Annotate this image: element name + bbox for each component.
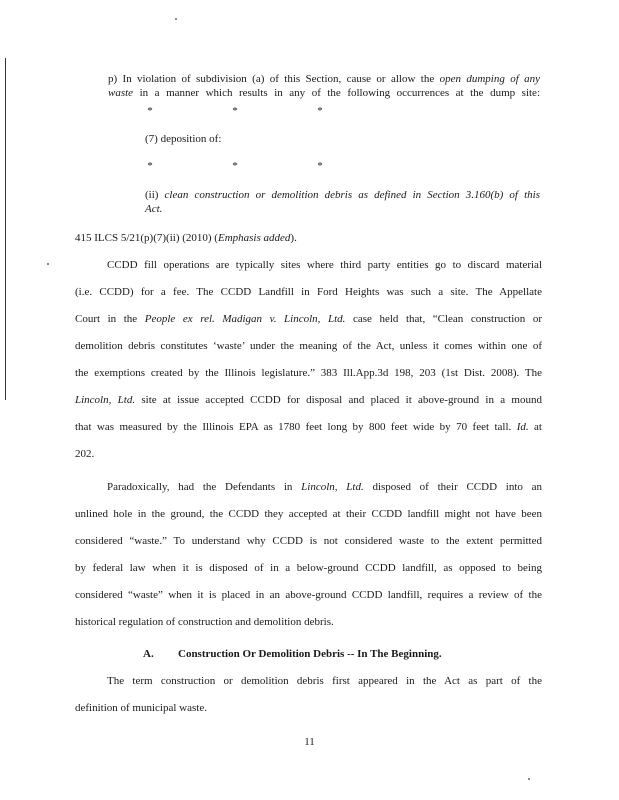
text-line [75,447,542,474]
italic-text: Emphasis added [217,232,291,244]
italic-text: clean construction or demolition debris as defined in Section 3.160(b) of this [164,189,540,201]
text-run: historical regulation of construction and demolition debris. [75,616,334,628]
italic-text: open dumping of any [439,73,540,85]
text-run: 202. [75,448,95,460]
text-line [75,674,542,701]
text-run: (ii) [145,189,165,201]
text-line [75,339,542,366]
text-line [75,366,542,393]
heading-title: Construction Or Demolition Debris -- In The Beginning. [178,648,442,660]
italic-text: People ex rel. Madigan v. Lincoln, Ltd. [144,313,346,325]
star: * [147,160,153,172]
text-run: p) In violation of subdivision (a) of this Section, cause or allow the [108,73,440,85]
text-run: the exemptions created by the Illinois legislature.” 383 Ill.App.3d 198, 203 (1st Dist. 2008). The [75,367,542,379]
text-run: by federal law when it is disposed of in a below-ground CCDD landfill, as opposed to being [75,562,542,574]
star: * [147,105,153,117]
text-line [75,393,542,420]
italic-text: Lincoln, Ltd. [75,394,136,406]
text-run: considered “waste” when it is placed in an above-ground CCDD landfill, requires a review of the [75,589,542,601]
star: * [317,105,323,117]
text-run: in a manner which results in any of the following occurrences at the dump site: [133,87,540,99]
scan-speck [47,263,49,265]
paragraph-3 [75,674,542,728]
heading-letter: A. [143,648,154,660]
subsection-p [108,72,540,100]
page-number: 11 [304,736,315,748]
text-line [75,285,542,312]
text-run: site at issue accepted CCDD for disposal and placed it above-ground in a mound [135,394,542,406]
text-line [75,480,542,507]
text-run: considered “waste.” To understand why CCDD is not considered waste to the extent permitted [75,535,542,547]
text-line [75,507,542,534]
text-run: Paradoxically, had the Defendants in [107,481,302,493]
text-run: Court in the [75,313,145,325]
star: * [317,160,323,172]
italic-text: waste [108,87,134,99]
text-line [145,202,540,216]
text-line [75,701,542,728]
text-line [75,258,542,285]
italic-text: Lincoln, Ltd. [301,481,364,493]
text-run: The term construction or demolition debris first appeared in the Act as part of the [107,675,542,687]
star: * [232,105,238,117]
paragraph-2 [75,480,542,642]
ellipsis-stars-1 [145,104,325,118]
italic-text: Id. [516,421,529,433]
text-line [75,312,542,339]
item-7: (7) deposition of: [145,133,222,145]
text-run: that was measured by the Illinois EPA as 1780 feet long by 800 feet wide by 70 feet tall. [75,421,517,433]
text-line [108,86,540,100]
text-line [75,561,542,588]
italic-text: Act. [145,203,163,215]
text-run: (i.e. CCDD) for a fee. The CCDD Landfill in Ford Heights was such a site. The Appellate [75,286,542,298]
citation [75,231,542,245]
text-line [75,420,542,447]
text-run: case held that, “Clean construction or [345,313,542,325]
text-run: unlined hole in the ground, the CCDD they accepted at their CCDD landfill might not have been [75,508,542,520]
item-ii [145,188,540,216]
text-run: disposed of their CCDD into an [363,481,542,493]
scan-speck [528,778,530,780]
paragraph-1 [75,258,542,474]
section-heading [143,647,563,661]
star: * [232,160,238,172]
scan-speck [175,18,177,20]
text-run: CCDD fill operations are typically sites where third party entities go to discard material [107,259,542,271]
text-run: at [528,421,542,433]
text-line [108,72,540,86]
ellipsis-stars-2 [145,159,325,173]
text-line [145,188,540,202]
text-run: ). [290,232,297,244]
margin-bar [5,58,6,400]
text-run: definition of municipal waste. [75,702,207,714]
text-run: demolition debris constitutes ‘waste’ under the meaning of the Act, unless it comes within one of [75,340,542,352]
text-run: 415 ILCS 5/21(p)(7)(ii) (2010) ( [75,232,218,244]
text-line [75,534,542,561]
text-line [75,615,542,642]
text-line [75,588,542,615]
